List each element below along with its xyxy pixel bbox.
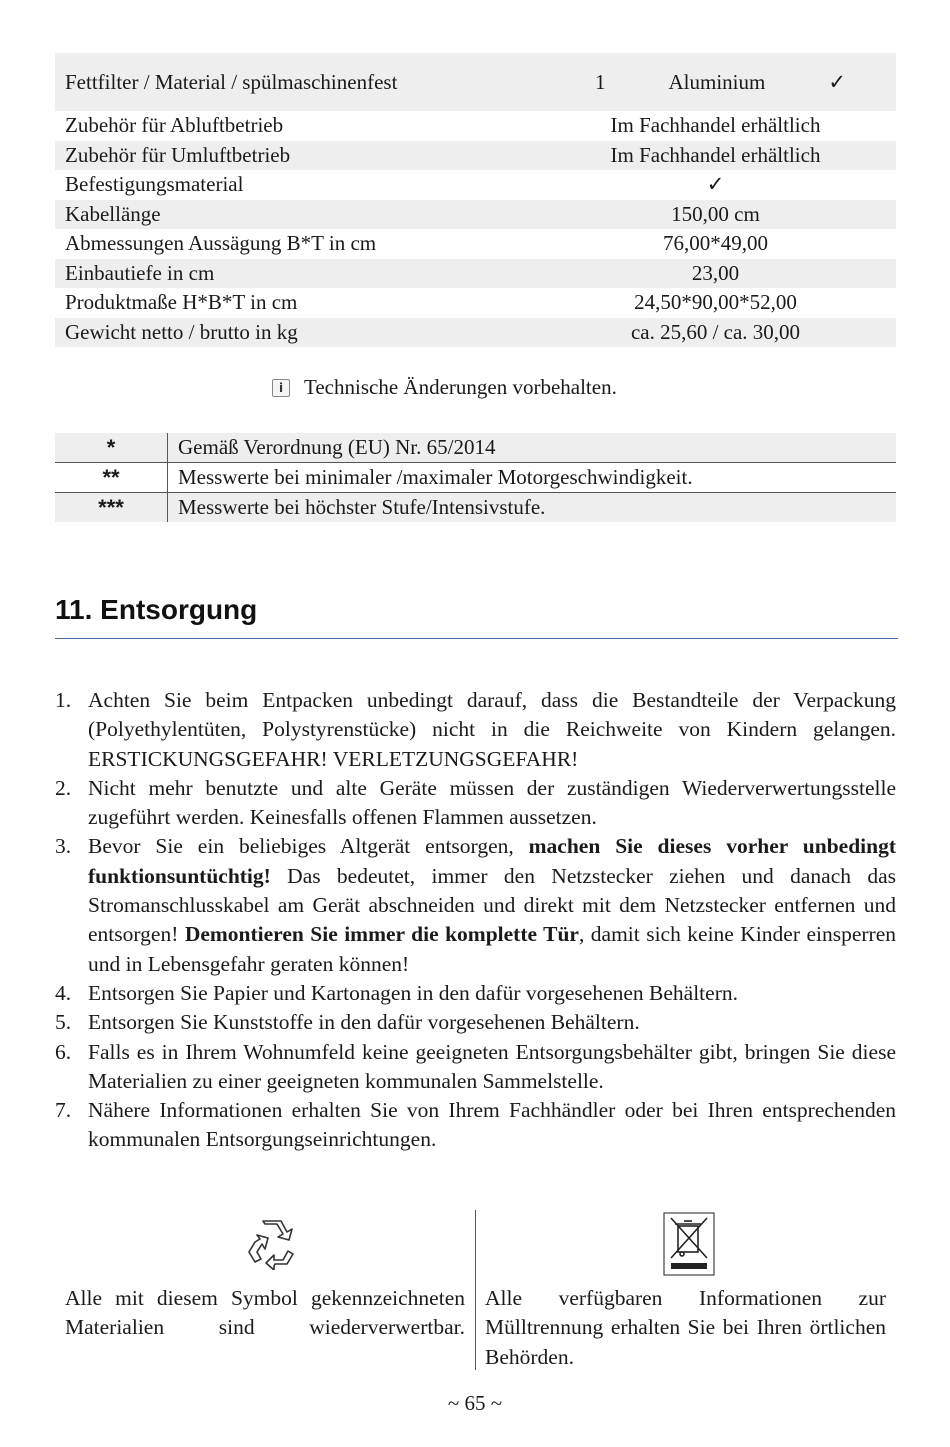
spec-label: Produktmaße H*B*T in cm bbox=[65, 290, 298, 315]
footnote-symbol: *** bbox=[55, 493, 168, 523]
list-number: 7. bbox=[55, 1098, 72, 1123]
info-icon: i bbox=[272, 379, 290, 397]
list-text: Falls es in Ihrem Wohnumfeld keine geeigneten Entsorgungsbehälter gibt, bringen Sie diese Materialien zu einer geeigneten kommunalen Sammelstelle. bbox=[88, 1039, 896, 1093]
footnote-text: Messwerte bei minimaler /maximaler Motorgeschwindigkeit. bbox=[168, 463, 897, 493]
column-divider bbox=[475, 1210, 476, 1370]
spec-row bbox=[55, 170, 896, 200]
spec-label: Zubehör für Abluftbetrieb bbox=[65, 113, 284, 138]
list-item bbox=[55, 1008, 896, 1037]
footnote-text: Messwerte bei höchster Stufe/Intensivstufe. bbox=[168, 493, 897, 523]
page-number: ~ 65 ~ bbox=[447, 1391, 503, 1415]
footnote-symbol: * bbox=[55, 433, 168, 463]
list-item bbox=[55, 979, 896, 1008]
list-text-bold: Demontieren Sie immer die komplette Tür bbox=[184, 922, 579, 947]
list-item bbox=[55, 1096, 896, 1155]
list-text: Achten Sie beim Entpacken unbedingt darauf, dass die Bestandteile der Verpackung (Polyethylentüten, Polystyrenstücke) nicht in die Reichweite von Kindern gelangen. ERSTICKUNGSGEFAHR! VERLETZUNGSGEFAHR! bbox=[88, 688, 896, 771]
section-title: 11. Entsorgung bbox=[55, 594, 258, 625]
list-item bbox=[55, 832, 896, 978]
list-text-bold: machen Sie dieses vorher unbedingt funktionsuntüchtig! bbox=[88, 834, 897, 888]
footnote-row bbox=[55, 493, 896, 523]
spec-label: Abmessungen Aussägung B*T in cm bbox=[65, 231, 377, 256]
spec-label: Einbautiefe in cm bbox=[55, 259, 535, 289]
list-text: , damit sich keine Kinder einsperren und in Lebensgefahr geraten können! bbox=[88, 922, 896, 976]
list-number: 2. bbox=[55, 775, 72, 800]
recycle-icon bbox=[245, 1218, 297, 1270]
list-number: 1. bbox=[55, 688, 72, 712]
list-number: 5. bbox=[55, 1010, 72, 1035]
spec-row bbox=[55, 259, 896, 289]
recycle-text: Alle mit diesem Symbol gekennzeichneten Materialien sind wiederverwertbar. bbox=[65, 1286, 465, 1340]
spec-row bbox=[55, 288, 896, 318]
footnote-text: Gemäß Verordnung (EU) Nr. 65/2014 bbox=[168, 433, 897, 463]
list-item bbox=[55, 686, 896, 774]
footnote-row bbox=[55, 463, 896, 493]
spec-label: Zubehör für Umluftbetrieb bbox=[55, 141, 535, 171]
spec-value: Im Fachhandel erhältlich bbox=[610, 113, 821, 138]
spec-label: Befestigungsmaterial bbox=[65, 172, 244, 197]
list-text: Bevor Sie ein beliebiges Altgerät entsorgen, bbox=[88, 834, 529, 859]
list-item bbox=[55, 774, 896, 833]
spec-value: 24,50*90,00*52,00 bbox=[634, 290, 797, 315]
footnote-table bbox=[55, 433, 896, 522]
spec-count: 1 bbox=[595, 70, 606, 94]
spec-label: Gewicht netto / brutto in kg bbox=[55, 318, 535, 348]
weee-crossed-bin-icon bbox=[663, 1212, 715, 1276]
list-number: 3. bbox=[55, 834, 72, 859]
list-text: Nähere Informationen erhalten Sie von Ihrem Fachhändler oder bei Ihren entsprechenden kommunalen Entsorgungseinrichtungen. bbox=[88, 1098, 896, 1152]
recycle-column bbox=[65, 1210, 465, 1370]
list-text: Nicht mehr benutzte und alte Geräte müssen der zuständigen Wiederverwertungsstelle zugeführt werden. Keinesfalls offenen Flammen aussetzen. bbox=[88, 775, 896, 830]
list-number: 6. bbox=[55, 1039, 72, 1064]
list-text: Entsorgen Sie Papier und Kartonagen in den dafür vorgesehenen Behältern. bbox=[88, 980, 738, 1005]
spec-value: Im Fachhandel erhältlich bbox=[535, 141, 896, 171]
spec-value: 150,00 cm bbox=[535, 200, 896, 230]
weee-text: Alle verfügbaren Informationen zur Mülltrennung erhalten Sie bei Ihren örtlichen Behörden. bbox=[485, 1286, 886, 1369]
footnote-row bbox=[55, 433, 896, 463]
spec-row bbox=[55, 53, 896, 111]
spec-row bbox=[55, 318, 896, 348]
technical-note bbox=[272, 375, 617, 400]
technical-note-text: Technische Änderungen vorbehalten. bbox=[304, 375, 617, 399]
footnote-symbol: ** bbox=[55, 463, 168, 493]
spec-table bbox=[55, 53, 896, 347]
spec-row bbox=[55, 229, 896, 259]
check-icon: ✓ bbox=[706, 172, 725, 197]
spec-label: Fettfilter / Material / spülmaschinenfest bbox=[55, 53, 535, 111]
spec-row bbox=[55, 200, 896, 230]
spec-material: Aluminium bbox=[668, 70, 766, 94]
spec-value: 76,00*49,00 bbox=[663, 231, 768, 256]
list-text: Entsorgen Sie Kunststoffe in den dafür vorgesehenen Behältern. bbox=[88, 1010, 640, 1035]
spec-value: ca. 25,60 / ca. 30,00 bbox=[535, 318, 896, 348]
spec-row bbox=[55, 141, 896, 171]
list-number: 4. bbox=[55, 980, 72, 1005]
symbol-section bbox=[55, 1210, 896, 1370]
list-text: Das bedeutet, immer den Netzstecker ziehen und danach das Stromanschlusskabel am Gerät abschneiden und direkt mit dem Netzstecker entfernen und entsorgen! bbox=[88, 863, 896, 947]
spec-label: Kabellänge bbox=[55, 200, 535, 230]
list-item bbox=[55, 1038, 896, 1097]
spec-row bbox=[55, 111, 896, 141]
weee-column bbox=[485, 1210, 886, 1370]
check-icon: ✓ bbox=[828, 70, 846, 94]
section-divider bbox=[55, 638, 898, 639]
disposal-list bbox=[55, 686, 896, 1155]
spec-value: 23,00 bbox=[535, 259, 896, 289]
